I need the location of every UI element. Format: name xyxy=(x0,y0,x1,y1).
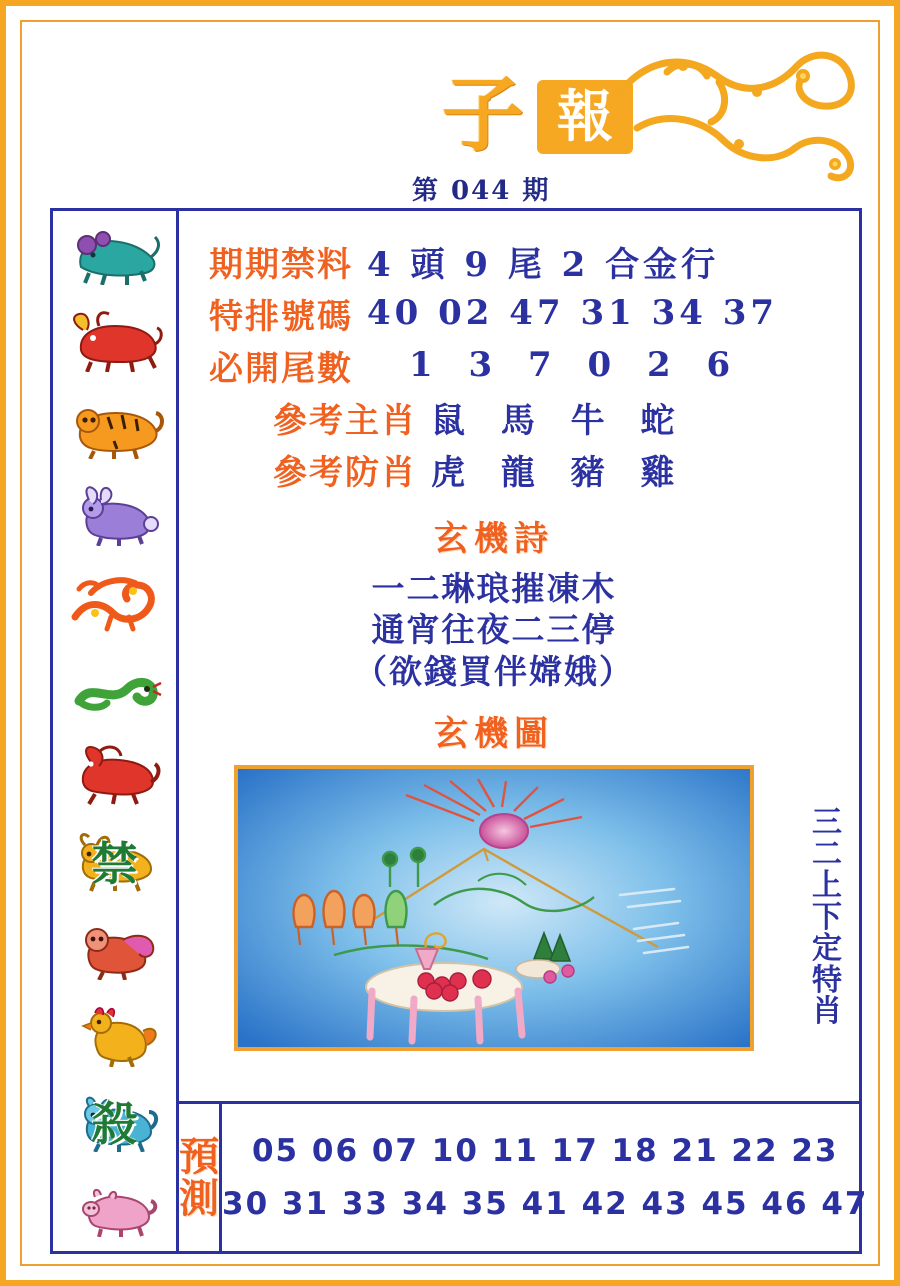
prediction-numbers xyxy=(222,1104,868,1251)
zodiac-rabbit-icon xyxy=(53,471,176,558)
info-row-label: 參考主肖 xyxy=(273,400,417,441)
prediction-label xyxy=(179,1104,222,1251)
prediction-label-char: 預 xyxy=(179,1132,219,1180)
poem-title: 玄機詩 xyxy=(434,519,554,559)
zodiac-rooster-icon xyxy=(53,991,176,1078)
prediction-row: 05 06 07 10 11 17 18 21 22 23 xyxy=(251,1132,839,1169)
zodiac-strip xyxy=(53,211,179,1251)
info-row xyxy=(193,443,795,495)
info-row xyxy=(193,235,795,287)
main-frame xyxy=(50,208,869,1254)
logo-char-bao: 報 xyxy=(557,84,613,150)
issue-number: 第 044 期 xyxy=(412,176,551,206)
info-row-values: 1 3 7 0 2 6 xyxy=(409,345,743,385)
zodiac-monkey-icon xyxy=(53,904,176,991)
poem-body xyxy=(193,568,795,692)
zodiac-goat-icon xyxy=(53,818,176,905)
info-row xyxy=(193,287,795,339)
stamp-upper-char: 禁 xyxy=(91,837,138,892)
info-row xyxy=(193,391,795,443)
info-rows xyxy=(193,235,795,495)
prediction-bar xyxy=(179,1101,869,1251)
content-area xyxy=(179,211,869,1251)
info-row-values: 40 02 47 31 34 37 xyxy=(367,293,779,333)
picture-title: 玄機圖 xyxy=(434,713,554,754)
poem-line: 通宵往夜二三停 xyxy=(371,610,617,650)
mystery-picture-drawing xyxy=(238,769,750,1047)
info-row-values: 虎 龍 豬 雞 xyxy=(431,452,687,493)
zodiac-pig-icon xyxy=(53,1164,176,1251)
info-row-label: 特排號碼 xyxy=(209,296,353,337)
prediction-label-char: 測 xyxy=(179,1174,219,1222)
side-note xyxy=(801,807,853,1028)
stamp-lower-char: 殺 xyxy=(91,1097,138,1152)
header-banner xyxy=(22,22,878,204)
info-row xyxy=(193,339,795,391)
logo-char-zi: 子 xyxy=(442,67,525,163)
side-note-char: 下 xyxy=(812,899,842,935)
side-note-char: 定 xyxy=(812,931,842,966)
zodiac-snake-icon xyxy=(53,644,176,731)
info-row-label: 參考防肖 xyxy=(273,452,417,493)
side-note-char: 特 xyxy=(812,962,842,998)
zodiac-dog-icon xyxy=(53,1078,176,1165)
side-note-char: 肖 xyxy=(812,994,842,1029)
zodiac-ox-icon xyxy=(53,298,176,385)
prediction-row: 30 31 33 34 35 41 42 43 45 46 47 xyxy=(222,1185,869,1222)
poem-line: 一二琳琅摧凍木 xyxy=(371,569,617,608)
side-note-char: 上 xyxy=(812,868,842,903)
mystery-picture xyxy=(234,765,754,1051)
zodiac-dragon-icon xyxy=(53,558,176,645)
zodiac-horse-icon xyxy=(53,731,176,818)
logo-group xyxy=(377,40,877,180)
side-note-char: 二 xyxy=(812,836,842,872)
poster-inner-border xyxy=(20,20,880,1266)
zodiac-rat-icon xyxy=(53,211,176,298)
info-row-values: 4 頭 9 尾 2 合金行 xyxy=(367,244,720,285)
side-note-char: 三 xyxy=(812,805,842,840)
zodiac-tiger-icon xyxy=(53,384,176,471)
info-row-label: 必開尾數 xyxy=(209,348,353,389)
dragon-ornament-icon xyxy=(607,36,877,186)
info-row-values: 鼠 馬 牛 蛇 xyxy=(431,400,687,441)
content-main xyxy=(193,221,795,1109)
info-row-label: 期期禁料 xyxy=(209,244,353,285)
poem-line: （欲錢買伴嫦娥） xyxy=(354,651,634,691)
